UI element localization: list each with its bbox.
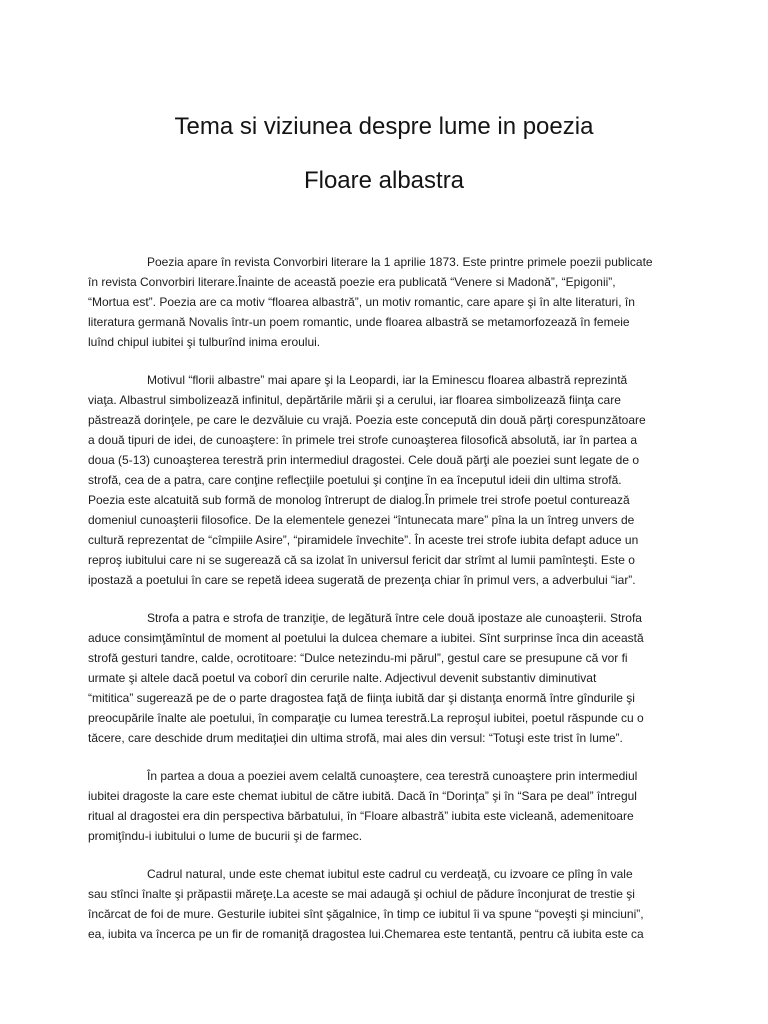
text-line: aduce consimţămîntul de moment al poetului la dulcea chemare a iubitei. Sînt surprinse înca din această	[88, 631, 644, 645]
page-title-line-1: Tema si viziunea despre lume in poezia	[174, 113, 594, 140]
text-line: ritual al dragostei era din perspectiva bărbatului, în “Floare albastră” iubita este vicleană, ademenitoare	[88, 809, 634, 823]
document-body	[88, 252, 688, 962]
text-line: iubitei dragoste la care este chemat iubitul de către iubită. Dacă în “Dorinţa” şi în “Sara pe deal” întregul	[88, 789, 637, 803]
text-line: urmate şi altele dacă poetul va coborî din cerurile nalte. Adjectivul devenit substantiv diminutivat	[88, 671, 597, 685]
text-line: doua (5-13) cunoaşterea terestră prin intermediul dragostei. Cele două părţi ale poeziei sunt legate de o	[88, 453, 640, 467]
text-line: strofă, cea de a patra, care conţine reflecţiile poetului şi conţine în ea începutul ideii din ultima strofă.	[88, 473, 622, 487]
text-line: cultură reprezentat de “cîmpiile Asire”, “piramidele învechite”. În aceste trei strofe iubita defapt aduce un	[88, 533, 639, 547]
text-line: luînd chipul iubitei şi tulburînd inima eroului.	[88, 335, 321, 349]
text-line: a două tipuri de idei, de cunoaştere: în primele trei strofe cunoaşterea filosofică absolută, iar în partea a	[88, 433, 637, 447]
text-line: domeniul cunoaşterii filosofice. De la elementele genezei “întunecata mare” pîna la un întreg unvers de	[88, 513, 635, 527]
text-line: “Mortua est”. Poezia are ca motiv “floarea albastră”, un motiv romantic, care apare şi în alte literaturi, în	[88, 295, 635, 309]
text-line: Cadrul natural, unde este chemat iubitul este cadrul cu verdeaţă, cu izvoare ce plîng în vale	[147, 867, 633, 881]
paragraph	[88, 252, 688, 352]
text-line: reproş iubitului care ni se sugerează că sa izolat în universul fericit dar strîmt al lumii pamînteşti. Este o	[88, 553, 635, 567]
text-line: literatura germană Novalis într-un poem romantic, unde floarea albastră se metamorfozează în femeie	[88, 315, 630, 329]
text-line: promiţîndu-i iubitului o lume de bucurii şi de farmec.	[88, 829, 363, 843]
text-line: preocupările înalte ale poetului, în comparaţie cu lumea terestră.La reproşul iubitei, poetul răspunde cu o	[88, 711, 644, 725]
text-line: strofă gesturi tandre, calde, ocrotitoare: “Dulce netezindu-mi părul”, gestul care se presupune că vor fi	[88, 651, 628, 665]
paragraph	[88, 608, 688, 748]
text-line: În partea a doua a poeziei avem celaltă cunoaştere, cea terestră cunoaştere prin intermediul	[147, 769, 638, 783]
text-line: păstrează dorinţele, pe care le dezvăluie cu vrajă. Poezia este concepută din două părţi corespunzătoare	[88, 413, 646, 427]
paragraph	[88, 766, 688, 846]
text-line: în revista Convorbiri literare.Înainte de această poezie era publicată “Venere si Madonă”, “Epigonii”,	[88, 275, 616, 289]
text-line: Poezia apare în revista Convorbiri literare la 1 aprilie 1873. Este printre primele poezii publicate	[147, 255, 653, 269]
paragraph	[88, 864, 688, 944]
paragraph	[88, 370, 688, 590]
text-line: “mititica” sugerează pe de o parte dragostea faţă de fiinţa iubită dar şi distanţa enormă între gîndurile şi	[88, 691, 635, 705]
text-line: încărcat de foi de mure. Gesturile iubitei sînt şăgalnice, în timp ce iubitul îi va spune “poveşti şi minciuni”,	[88, 907, 644, 921]
text-line: viaţa. Albastrul simbolizează infinitul, depărtările mării şi a cerului, iar floarea simbolizează fiinţa care	[88, 393, 621, 407]
text-line: tăcere, care deschide drum meditaţiei din ultima strofă, mai ales din versul: “Totuşi este trist în lume”.	[88, 731, 623, 745]
text-line: ipostază a poetului în care se repetă ideea sugerată de prezenţa chiar în primul vers, a adverbului “iar”.	[88, 573, 636, 587]
text-line: Poezia este alcatuită sub formă de monolog întrerupt de dialog.În primele trei strofe poetul conturează	[88, 493, 630, 507]
page-title-line-2: Floare albastra	[303, 167, 465, 194]
text-line: Motivul “florii albastre” mai apare şi la Leopardi, iar la Eminescu floarea albastră reprezintă	[147, 373, 628, 387]
text-line: Strofa a patra e strofa de tranziţie, de legătură între cele două ipostaze ale cunoaşterii. Strofa	[147, 611, 642, 625]
text-line: sau stînci înalte şi prăpastii măreţe.La aceste se mai adaugă şi ochiul de pădure înconjurat de trestie şi	[88, 887, 635, 901]
text-line: ea, iubita va încerca pe un fir de romaniţă dragostea lui.Chemarea este tentantă, pentru că iubita este ca	[88, 927, 644, 941]
